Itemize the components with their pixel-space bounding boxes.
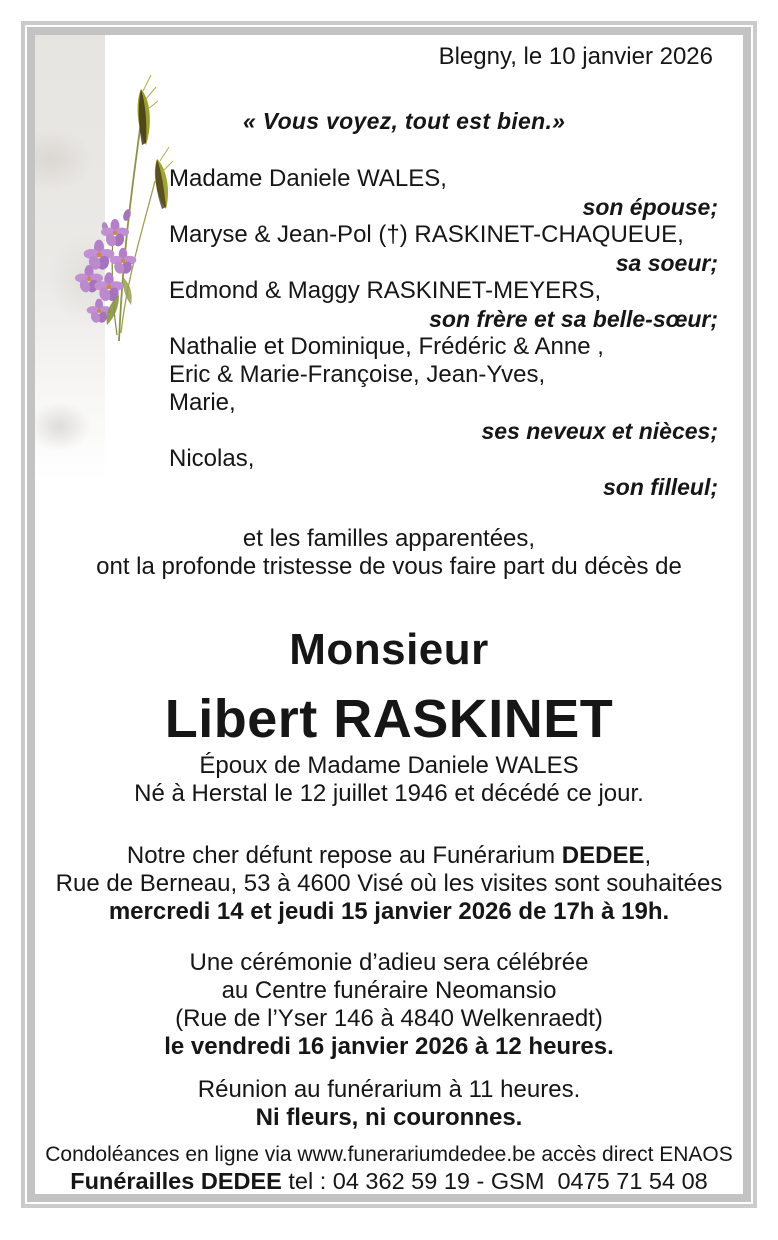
closing-statement xyxy=(35,525,743,581)
closing-line-1: et les familles apparentées, xyxy=(242,525,536,552)
family-name-line: Edmond & Maggy RASKINET-MEYERS, xyxy=(169,277,602,304)
announcement-card-border xyxy=(21,21,757,1208)
family-name-line: Maryse & Jean-Pol (†) RASKINET-CHAQUEUE, xyxy=(169,221,684,248)
family-name-line: Madame Daniele WALES, xyxy=(169,165,447,192)
ceremony-line-2: au Centre funéraire Neomansio xyxy=(221,977,557,1004)
ceremony-paragraph xyxy=(35,949,743,1061)
funerarium-comma: , xyxy=(644,842,652,869)
deceased-title: Monsieur xyxy=(289,625,489,674)
family-name-line: Nathalie et Dominique, Frédéric & Anne , xyxy=(169,333,604,360)
condolences-line: Condoléances en ligne via www.funerariumdedee.be accès direct ENAOS xyxy=(45,1143,733,1166)
ceremony-line-1: Une cérémonie d’adieu sera célébrée xyxy=(189,949,589,976)
family-name-line: Eric & Marie-Françoise, Jean-Yves, xyxy=(169,361,546,388)
reunion-line: Réunion au funérarium à 11 heures. xyxy=(197,1076,581,1103)
no-flowers-line: Ni fleurs, ni couronnes. xyxy=(255,1104,523,1131)
funerarium-paragraph xyxy=(35,842,743,926)
funeral-home-name: Funérailles DEDEE xyxy=(70,1168,282,1194)
quote-line: « Vous voyez, tout est bien.» xyxy=(243,108,566,134)
life-line: Né à Herstal le 12 juillet 1946 et décédé ce jour. xyxy=(134,780,644,807)
closing-line-2: ont la profonde tristesse de vous faire part du décès de xyxy=(96,553,682,580)
ceremony-line-3: (Rue de l’Yser 146 à 4840 Welkenraedt) xyxy=(175,1005,603,1032)
family-relation-line: ses neveux et nièces; xyxy=(481,418,718,444)
visit-dates-line: mercredi 14 et jeudi 15 janvier 2026 de 17h à 19h. xyxy=(108,898,670,925)
contact-line xyxy=(35,1168,743,1195)
family-name-line: Nicolas, xyxy=(169,445,255,472)
family-list xyxy=(35,165,743,501)
ceremony-date-line: le vendredi 16 janvier 2026 à 12 heures. xyxy=(164,1033,614,1060)
family-relation-line: son épouse; xyxy=(582,194,718,220)
family-relation-line: son frère et sa belle-sœur; xyxy=(429,306,718,332)
family-name-line: Marie, xyxy=(169,389,236,416)
funerarium-line-2: Rue de Berneau, 53 à 4600 Visé où les visites sont souhaitées xyxy=(55,870,723,897)
funerarium-text: Notre cher défunt repose au Funérarium xyxy=(126,842,562,869)
funerarium-name: DEDEE xyxy=(561,842,645,869)
deceased-name: Libert RASKINET xyxy=(164,689,614,749)
dateline: Blegny, le 10 janvier 2026 xyxy=(438,43,713,70)
spouse-line: Époux de Madame Daniele WALES xyxy=(199,752,579,779)
notes-paragraph xyxy=(35,1076,743,1132)
footer xyxy=(35,1141,743,1195)
family-relation-line: son filleul; xyxy=(603,474,718,500)
contact-phones: tel : 04 362 59 19 - GSM 0475 71 54 08 xyxy=(281,1168,708,1194)
funerarium-line-1 xyxy=(35,842,743,870)
deceased-details xyxy=(35,752,743,808)
announcement-card xyxy=(27,27,751,1202)
family-relation-line: sa soeur; xyxy=(615,250,718,276)
